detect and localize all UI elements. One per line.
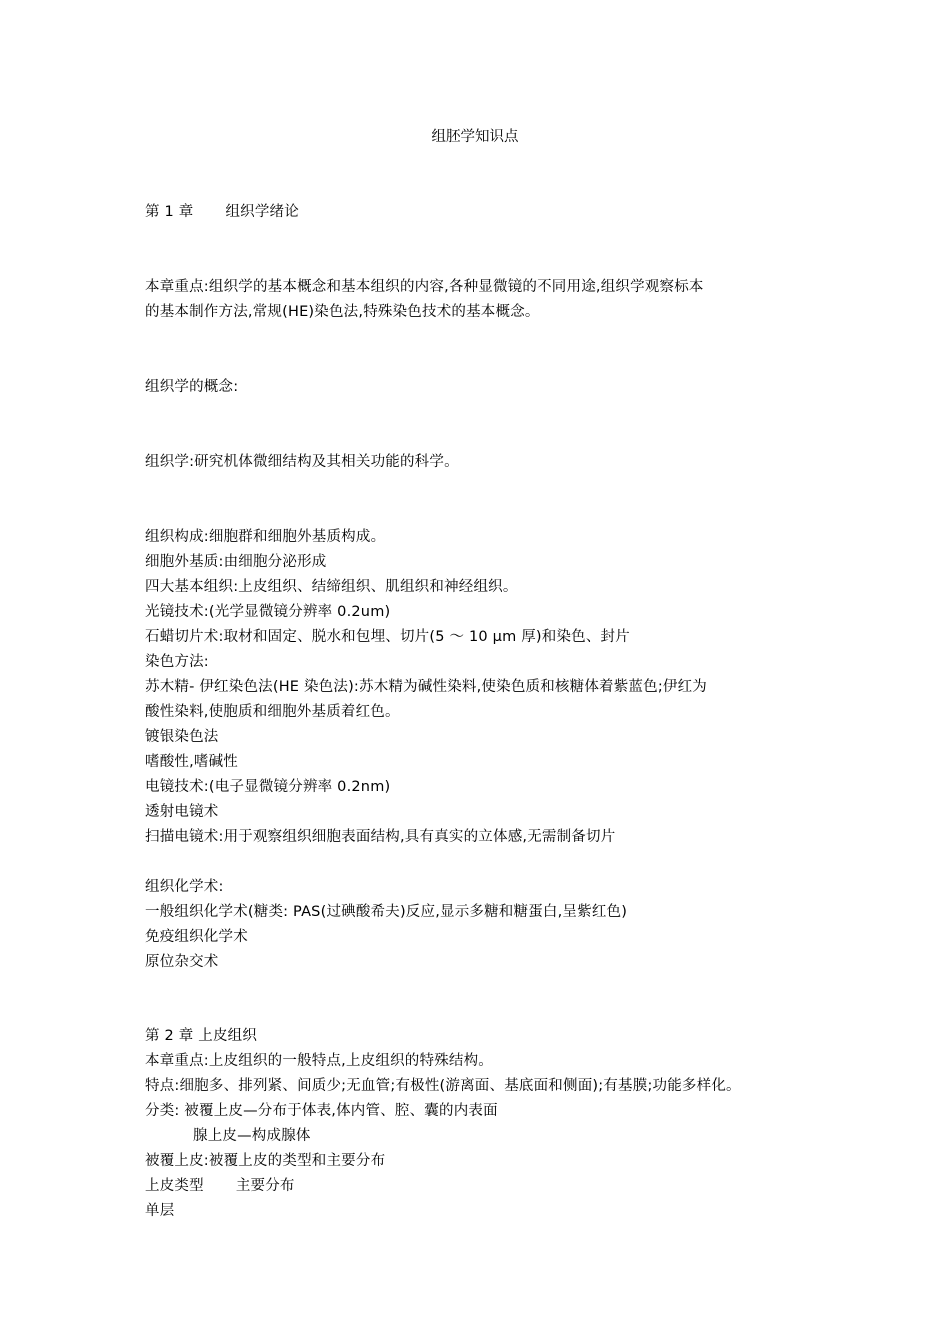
- chapter-1-name: 组织学绪论: [225, 204, 299, 220]
- text-line: 透射电镜术: [145, 804, 219, 820]
- text-line-indented: 腺上皮—构成腺体: [193, 1128, 311, 1144]
- chapter-2-heading: 第 2 章 上皮组织: [145, 1028, 258, 1044]
- document-title: 组胚学知识点: [431, 129, 519, 145]
- text-line: 电镜技术:(电子显微镜分辨率 0.2nm): [145, 779, 391, 795]
- text-line: 扫描电镜术:用于观察组织细胞表面结构,具有真实的立体感,无需制备切片: [145, 829, 616, 845]
- chapter-1-heading: [145, 202, 299, 222]
- text-line: 细胞外基质:由细胞分泌形成: [145, 554, 327, 570]
- text-line: 原位杂交术: [145, 954, 219, 970]
- table-header-epithelium-type: 上皮类型: [145, 1178, 204, 1194]
- text-line: 一般组织化学术(糖类: PAS(过碘酸希夫)反应,显示多糖和糖蛋白,呈紫红色): [145, 904, 628, 920]
- text-line: 光镜技术:(光学显微镜分辨率 0.2um): [145, 604, 391, 620]
- text-line: 免疫组织化学术: [145, 929, 248, 945]
- text-line: 石蜡切片术:取材和固定、脱水和包埋、切片(5 ～ 10 μm 厚)和染色、封片: [145, 629, 630, 645]
- text-line: 单层: [145, 1203, 175, 1219]
- text-line: 四大基本组织:上皮组织、结缔组织、肌组织和神经组织。: [145, 579, 518, 595]
- concept-heading: 组织学的概念:: [145, 379, 239, 395]
- text-line: 镀银染色法: [145, 729, 219, 745]
- text-line: 本章重点:上皮组织的一般特点,上皮组织的特殊结构。: [145, 1053, 493, 1069]
- chapter-1-number: 第 1 章: [145, 204, 194, 220]
- text-line: 酸性染料,使胞质和细胞外基质着红色。: [145, 704, 400, 720]
- text-line: 嗜酸性,嗜碱性: [145, 754, 239, 770]
- text-line: 被覆上皮:被覆上皮的类型和主要分布: [145, 1153, 386, 1169]
- histochem-heading: 组织化学术:: [145, 879, 224, 895]
- histology-definition: 组织学:研究机体微细结构及其相关功能的科学。: [145, 454, 459, 470]
- table-header-row: [145, 1176, 295, 1196]
- text-line: 染色方法:: [145, 654, 209, 670]
- chapter-1-key-points-line-2: 的基本制作方法,常规(HE)染色法,特殊染色技术的基本概念。: [145, 304, 540, 320]
- text-line: 分类: 被覆上皮—分布于体表,体内管、腔、囊的内表面: [145, 1103, 498, 1119]
- text-line: 苏木精- 伊红染色法(HE 染色法):苏木精为碱性染料,使染色质和核糖体着紫蓝色;伊红为: [145, 679, 708, 695]
- chapter-1-key-points-line-1: 本章重点:组织学的基本概念和基本组织的内容,各种显微镜的不同用途,组织学观察标本: [145, 279, 704, 295]
- table-header-distribution: 主要分布: [235, 1178, 295, 1194]
- text-line: 组织构成:细胞群和细胞外基质构成。: [145, 529, 386, 545]
- text-line: 特点:细胞多、排列紧、间质少;无血管;有极性(游离面、基底面和侧面);有基膜;功能多样化。: [145, 1078, 741, 1094]
